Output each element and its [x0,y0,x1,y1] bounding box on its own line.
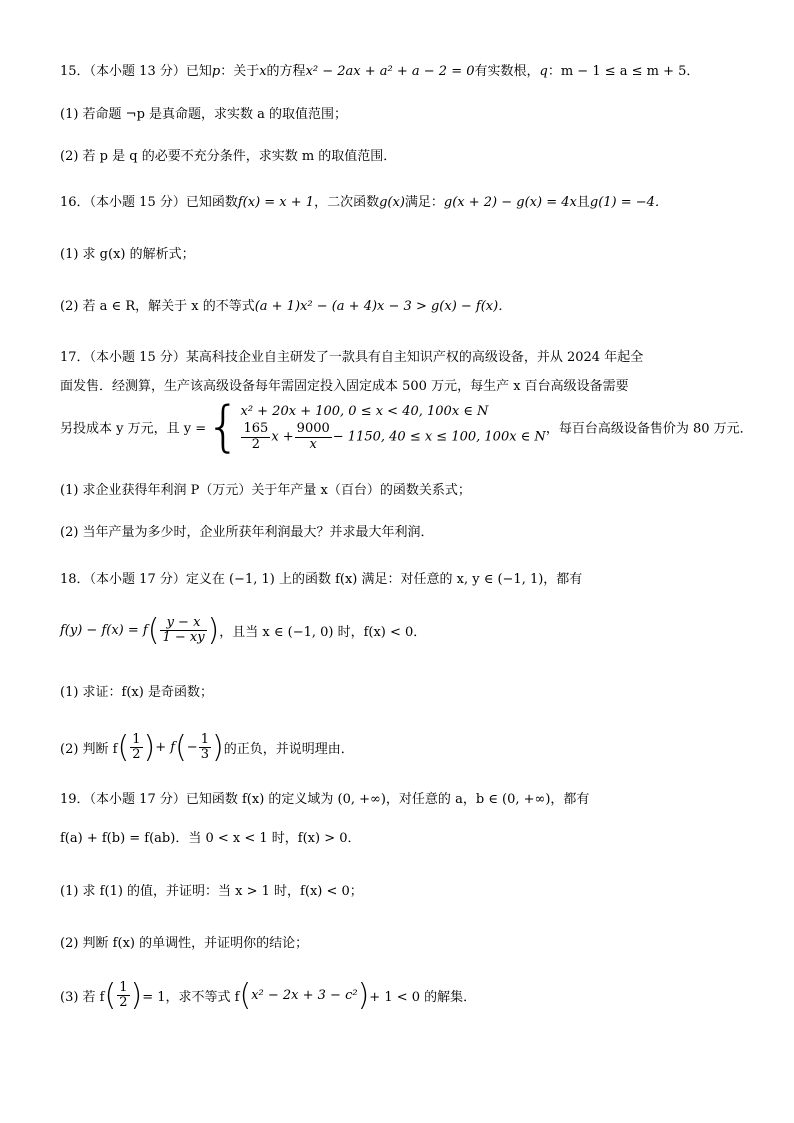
p16-sub2-lead: (2) 若 a ∈ R，解关于 x 的不等式 [60,299,255,314]
p19-sub2: (2) 判断 f(x) 的单调性，并证明你的结论； [60,936,309,951]
p16-condition: g(x + 2) − g(x) = 4x [443,195,577,210]
p15-sub1: (1) 若命题 ¬p 是真命题，求实数 a 的取值范围； [60,107,348,122]
p15-tail: 有实数根， [474,64,540,79]
p17-frac2-num: 9000 [296,421,330,437]
p19-sub3-tail: + 1 < 0 的解集． [369,990,477,1005]
p18-third-num: 1 [200,731,209,747]
p18-eq-lead: f(y) − f(x) = f [60,623,148,638]
p18-half-num: 1 [132,731,141,747]
p17-piecewise-brace: { [206,395,241,458]
p15-eq-text: 的方程 [266,64,306,79]
p15-x: x [259,64,267,79]
p18-sub2 [60,730,744,765]
p18-third-den: 3 [200,747,209,762]
p17-price: ，每百台高级设备售价为 80 万元． [545,421,753,437]
p18-half [130,733,142,763]
p17-case2 [240,422,545,452]
p17-frac2 [295,422,332,452]
p17-case2-tail: − 1150, 40 ≤ x ≤ 100, 100x ∈ N [332,429,546,445]
p18-frac-num: y − x [160,616,206,631]
p18-equation-line [60,613,744,648]
p15-statement [60,62,744,82]
p19-half-den: 2 [119,995,128,1010]
p15-sub2: (2) 若 p 是 q 的必要不充分条件，求实数 m 的取值范围． [60,149,397,164]
p17-piecewise [240,402,545,452]
p18-half-den: 2 [132,747,141,762]
p16-g1: g(1) = −4． [589,195,668,210]
p17-case1: x² + 20x + 100, 0 ≤ x < 40, 100x ∈ N [240,404,489,420]
p19-sub1: (1) 求 f(1) 的值，并证明：当 x > 1 时，f(x) < 0； [60,884,363,899]
p19-sub3 [60,978,744,1013]
p15-p: p [211,64,221,79]
p17-frac1-num: 165 [243,421,269,437]
p17-frac1 [241,422,270,452]
p15-q-condition: ：m − 1 ≤ a ≤ m + 5． [547,64,700,79]
p19-half [117,981,129,1011]
p18-sub2-tail: 的正负，并说明理由． [223,742,354,757]
p19-sub3-mid: = 1，求不等式 f [142,990,240,1005]
p16-statement [60,193,744,213]
p16-and: 且 [576,195,590,210]
p18-rparen: ) [207,613,220,648]
p19-line2: f(a) + f(b) = f(ab)．当 0 < x < 1 时，f(x) > 0． [60,831,361,846]
p17-line1: 17．（本小题 15 分）某高科技企业自主研发了一款具有自主知识产权的高级设备，并从 2024 年起全 [60,350,644,365]
p15-q: q [539,64,548,79]
p19-sub3-lead: (3) 若 f [60,990,105,1005]
p16-f-def: f(x) = x + 1 [237,195,315,210]
p18-sub2-lead: (2) 判断 f [60,742,118,757]
p17-frac2-den: x [309,436,317,452]
p18-lp1: ( [117,730,130,765]
p19-statement: 19．（本小题 17 分）已知函数 f(x) 的定义域为 (0, +∞)，对任意的 a，b ∈ (0, +∞)，都有 [60,792,590,807]
p16-sub2 [60,297,744,317]
p16-sub1: (1) 求 g(x) 的解析式； [60,247,195,262]
p18-minus: − [186,740,198,755]
p18-lparen: ( [147,613,160,648]
p19-rp1: ) [130,978,143,1013]
p16-cond-lead: 满足： [404,195,444,210]
p17-case2-mid: x + [271,429,294,445]
p18-frac-den: 1 − xy [162,630,205,645]
p16-g: g(x) [379,195,405,210]
p19-arg: x² − 2x + 3 − c² [251,988,358,1003]
p15-colon: ：关于 [220,64,260,79]
p18-eq-tail: ，且当 x ∈ (−1, 0) 时，f(x) < 0． [219,625,427,640]
p17-sub1: (1) 求企业获得年利润 P（万元）关于年产量 x（百台）的函数关系式； [60,483,471,498]
p19-half-num: 1 [119,979,128,995]
p18-lp2: ( [175,730,187,765]
p16-inequality: (a + 1)x² − (a + 4)x − 3 > g(x) − f(x)． [254,299,512,314]
p18-sub1: (1) 求证：f(x) 是奇函数； [60,685,213,700]
p16-head: 16．（本小题 15 分）已知函数 [60,195,238,210]
p17-line3 [60,395,753,458]
p15-equation: x² − 2ax + a² + a − 2 = 0 [305,64,475,79]
p17-y-lead: 另投成本 y 万元，且 y = [60,421,207,437]
p19-lp1: ( [104,978,117,1013]
p17-line2: 面发售．经测算，生产该高级设备每年需固定投入固定成本 500 万元，每生产 x 百台高级设备需要 [60,379,629,394]
p17-frac1-den: 2 [251,436,261,452]
p16-mid: ，二次函数 [314,195,380,210]
p18-statement: 18．（本小题 17 分）定义在 (−1, 1) 上的函数 f(x) 满足：对任意的 x, y ∈ (−1, 1)，都有 [60,572,583,587]
p18-frac [160,616,206,646]
p17-sub2: (2) 当年产量为多少时，企业所获年利润最大？并求最大年利润． [60,525,434,540]
p15-head: 15．（本小题 13 分）已知 [60,64,212,79]
p19-rp2: ) [357,978,370,1013]
p18-third [199,733,211,763]
p18-rp1: ) [143,730,156,765]
p18-rp2: ) [211,730,224,765]
p18-sub2-mid: + f [155,740,176,755]
p19-lp2: ( [239,978,252,1013]
